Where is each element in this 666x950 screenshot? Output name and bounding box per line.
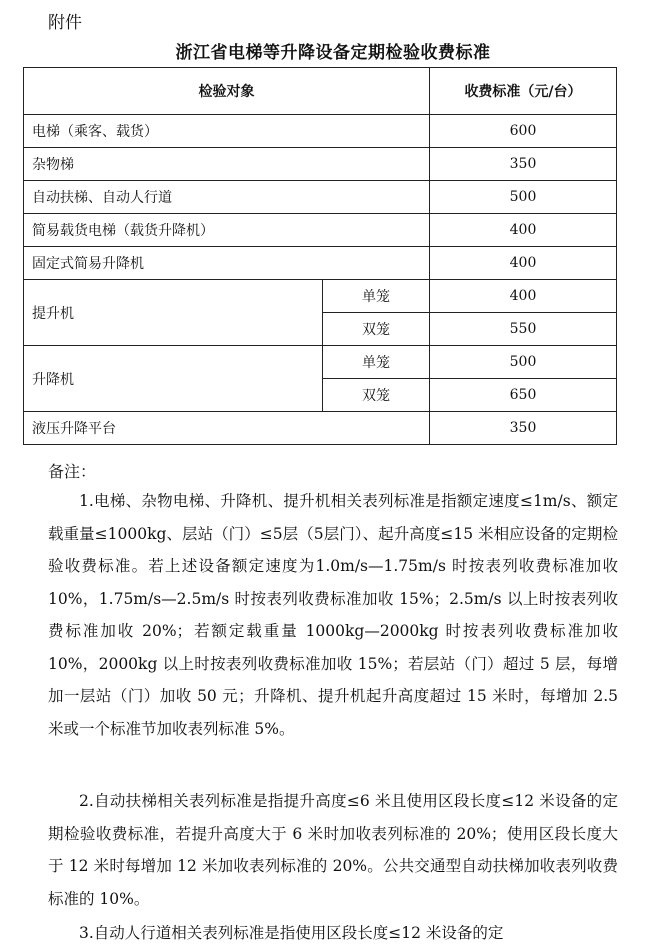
row-name: 电梯（乘客、载货） — [24, 115, 430, 148]
remark-paragraph-1: 1.电梯、杂物电梯、升降机、提升机相关表列标准是指额定速度≤1m/s、额定载重量≤1000kg、层站（门）≤5层（5层门）、起升高度≤15 米相应设备的定期检验收费标准。若上述设备额定速度为1.0m/s—1.75m/s 时按表列收费标准加收 10%，1.75m/s—2.5m/s 时按表列收费标准加收 15%；2.5m/s 以上时按表列收费标准加收 20%；若额定载重量 1000kg—2000kg 时按表列收费标准加收 10%，2000kg 以上时按表列收费标准加收 15%；若层站（门）超过 5 层，每增加一层站（门）加收 50 元；升降机、提升机起升高度超过 15 米时，每增加 2.5 米或一个标准节加收表列标准 5%。 — [48, 492, 618, 738]
lift-double-fee: 650 — [430, 379, 617, 412]
remark-paragraph-2: 2.自动扶梯相关表列标准是指提升高度≤6 米且使用区段长度≤12 米设备的定期检验收费标准，若提升高度大于 6 米时加收表列标准的 20%；使用区段长度大于 12 米时每增加 12 米加收表列标准的 20%。公共交通型自动扶梯加收表列收费标准的 10%。 — [48, 792, 618, 908]
hoist-double-label: 双笼 — [323, 313, 430, 346]
row-name: 固定式简易升降机 — [24, 247, 430, 280]
lift-double-label: 双笼 — [323, 379, 430, 412]
row-name: 简易载货电梯（载货升降机） — [24, 214, 430, 247]
row-fee: 350 — [430, 412, 617, 445]
header-fee: 收费标准（元/台） — [430, 68, 617, 115]
row-name: 液压升降平台 — [24, 412, 430, 445]
header-object: 检验对象 — [24, 68, 430, 115]
document-title: 浙江省电梯等升降设备定期检验收费标准 — [175, 43, 491, 63]
table-header-row — [24, 68, 617, 115]
lift-single-fee: 500 — [430, 346, 617, 379]
table-row — [24, 346, 617, 379]
lift-name: 升降机 — [24, 346, 323, 412]
table-row — [24, 148, 617, 181]
fee-table — [23, 67, 617, 445]
hoist-single-fee: 400 — [430, 280, 617, 313]
row-fee: 400 — [430, 214, 617, 247]
remark-paragraph-3: 3.自动人行道相关表列标准是指使用区段长度≤12 米设备的定 — [79, 924, 504, 942]
row-fee: 500 — [430, 181, 617, 214]
row-name: 杂物梯 — [24, 148, 430, 181]
row-fee: 350 — [430, 148, 617, 181]
remarks-label: 备注： — [48, 462, 97, 481]
hoist-single-label: 单笼 — [323, 280, 430, 313]
table-row — [24, 115, 617, 148]
hoist-name: 提升机 — [24, 280, 323, 346]
row-fee: 600 — [430, 115, 617, 148]
table-row — [24, 280, 617, 313]
table-row — [24, 412, 617, 445]
attachment-label: 附件 — [48, 13, 82, 33]
lift-single-label: 单笼 — [323, 346, 430, 379]
table-row — [24, 181, 617, 214]
row-fee: 400 — [430, 247, 617, 280]
table-row — [24, 247, 617, 280]
hoist-double-fee: 550 — [430, 313, 617, 346]
table-row — [24, 214, 617, 247]
row-name: 自动扶梯、自动人行道 — [24, 181, 430, 214]
